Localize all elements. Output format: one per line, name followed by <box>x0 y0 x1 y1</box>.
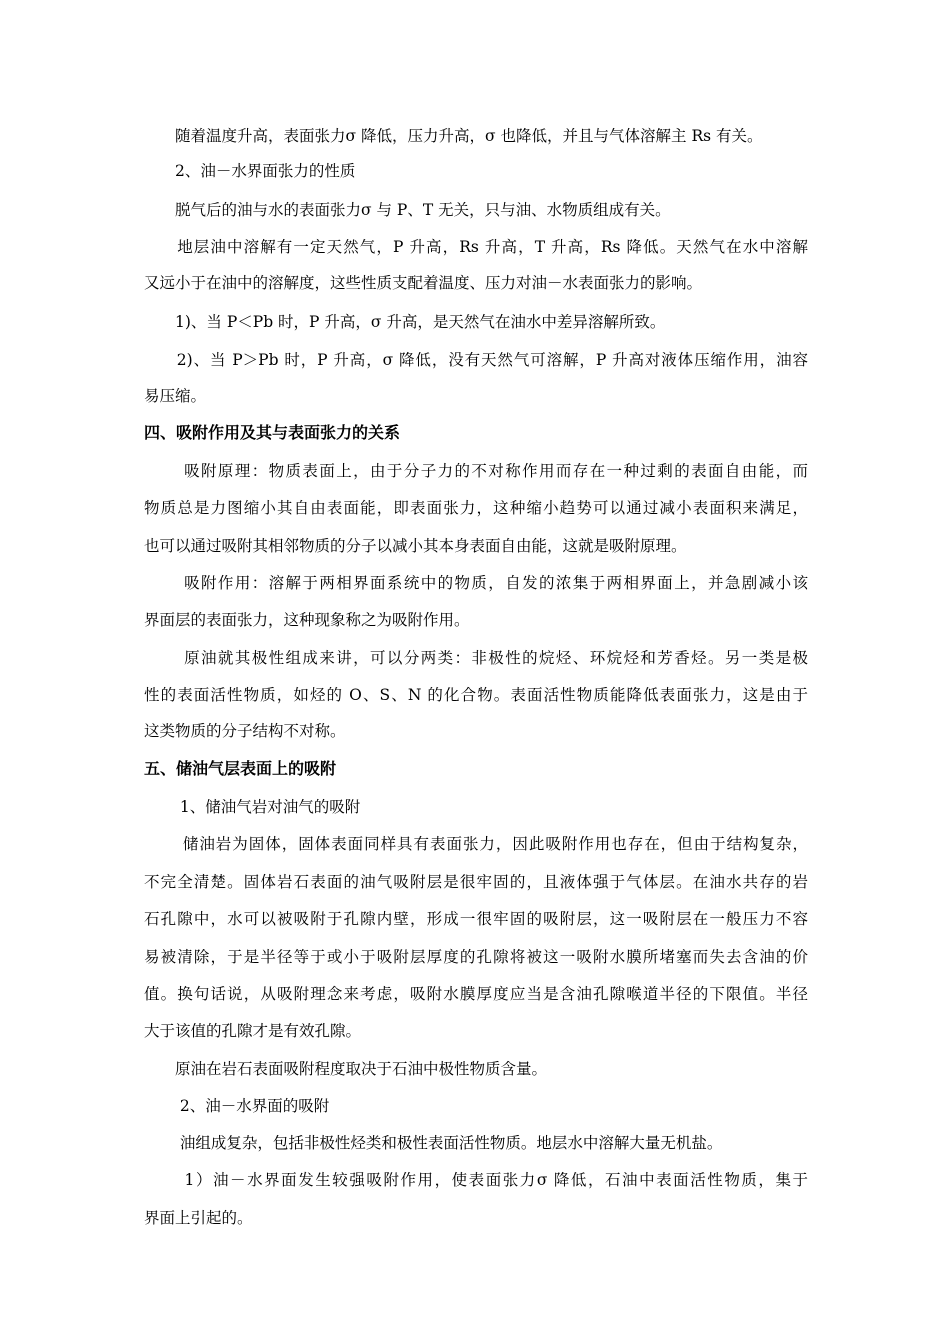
text-line: 油组成复杂，包括非极性烃类和极性表面活性物质。地层水中溶解大量无机盐。 <box>144 1134 723 1152</box>
text-line: 大于该值的孔隙才是有效孔隙。 <box>144 1022 362 1040</box>
text-line: 吸附作用：溶解于两相界面系统中的物质，自发的浓集于两相界面上，并急剧减小该 <box>144 574 808 592</box>
text-line: 脱气后的油与水的表面张力σ 与 P、T 无关，只与油、水物质组成有关。 <box>144 201 671 219</box>
text-line: 储油岩为固体，固体表面同样具有表面张力，因此吸附作用也存在，但由于结构复杂， <box>144 835 808 853</box>
text-line: 2)、当 P＞Pb 时，P 升高，σ 降低，没有天然气可溶解，P 升高对液体压缩作用，油容 <box>144 351 808 369</box>
text-line: 值。换句话说，从吸附理念来考虑，吸附水膜厚度应当是含油孔隙喉道半径的下限值。半径 <box>144 985 808 1003</box>
text-line: 地层油中溶解有一定天然气，P 升高，Rs 升高，T 升高，Rs 降低。天然气在水中溶解 <box>144 238 808 256</box>
text-line: 原油就其极性组成来讲，可以分两类：非极性的烷烃、环烷烃和芳香烃。另一类是极 <box>144 649 808 667</box>
text-line: 界面上引起的。 <box>144 1209 253 1227</box>
text-line: 也可以通过吸附其相邻物质的分子以减小其本身表面自由能，这就是吸附原理。 <box>144 537 687 555</box>
text-line: 石孔隙中，水可以被吸附于孔隙内壁，形成一很牢固的吸附层，这一吸附层在一般压力不容 <box>144 910 808 928</box>
text-line: 2、油－水界面张力的性质 <box>144 162 356 180</box>
section-heading: 四、吸附作用及其与表面张力的关系 <box>144 423 401 442</box>
text-line: 1）油－水界面发生较强吸附作用，使表面张力σ 降低，石油中表面活性物质，集于 <box>144 1171 808 1189</box>
text-line: 易压缩。 <box>144 387 207 405</box>
text-line: 2、油－水界面的吸附 <box>144 1097 330 1115</box>
text-line: 界面层的表面张力，这种现象称之为吸附作用。 <box>144 611 470 629</box>
text-line: 性的表面活性物质，如烃的 O、S、N 的化合物。表面活性物质能降低表面张力，这是由于 <box>144 686 808 704</box>
text-line: 这类物质的分子结构不对称。 <box>144 722 346 740</box>
text-line: 不完全清楚。固体岩石表面的油气吸附层是很牢固的，且液体强于气体层。在油水共存的岩 <box>144 873 808 891</box>
section-heading: 五、储油气层表面上的吸附 <box>144 759 337 778</box>
text-line: 又远小于在油中的溶解度，这些性质支配着温度、压力对油－水表面张力的影响。 <box>144 274 703 292</box>
text-line: 1)、当 P＜Pb 时，P 升高，σ 升高，是天然气在油水中差异溶解所致。 <box>144 313 666 331</box>
text-line: 原油在岩石表面吸附程度取决于石油中极性物质含量。 <box>144 1060 548 1078</box>
text-line: 易被清除，于是半径等于或小于吸附层厚度的孔隙将被这一吸附水膜所堵塞而失去含油的价 <box>144 948 808 966</box>
text-line: 随着温度升高，表面张力σ 降低，压力升高，σ 也降低，并且与气体溶解主 Rs 有关。 <box>144 127 763 145</box>
text-line: 1、储油气岩对油气的吸附 <box>144 798 361 816</box>
text-line: 吸附原理：物质表面上，由于分子力的不对称作用而存在一种过剩的表面自由能，而 <box>144 462 808 480</box>
text-line: 物质总是力图缩小其自由表面能，即表面张力，这种缩小趋势可以通过减小表面积来满足， <box>144 499 808 517</box>
